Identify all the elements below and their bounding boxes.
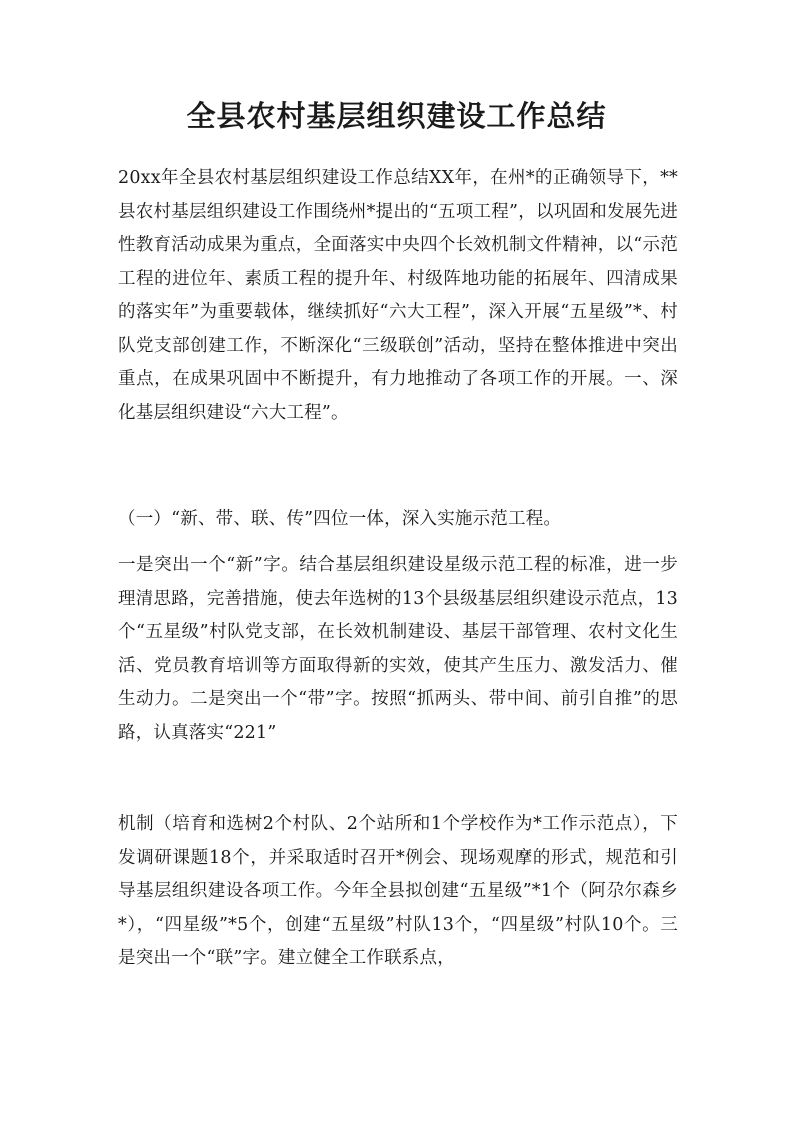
- paragraph-body-2: 机制（培育和选树2个村队、2个站所和1个学校作为*工作示范点），下发调研课题18个，并采取适时召开*例会、现场观摩的形式，规范和引导基层组织建设各项工作。今年全县拟创建“五星级”*1个（阿尕尔森乡*），“四星级”*5个，创建“五星级”村队13个，“四星级”村队10个。三是突出一个“联”字。建立健全工作联系点，: [118, 814, 678, 968]
- paragraph-section-heading: （一）“新、带、联、传”四位一体，深入实施示范工程。: [118, 509, 562, 529]
- paragraph-body-1: 一是突出一个“新”字。结合基层组织建设星级示范工程的标准，进一步理清思路，完善措施，使去年选树的13个县级基层组织建设示范点，13个“五星级”村队党支部，在长效机制建设、基层干部管理、农村文化生活、党员教育培训等方面取得新的实效，使其产生压力、激发活力、催生动力。二是突出一个“带”字。按照“抓两头、带中间、前引自推”的思路，认真落实“221”: [118, 555, 678, 743]
- document-title: 全县农村基层组织建设工作总结: [186, 99, 607, 133]
- paragraph-intro: 20xx年全县农村基层组织建设工作总结XX年，在州*的正确领导下，**县农村基层组织建设工作围绕州*提出的“五项工程”，以巩固和发展先进性教育活动成果为重点，全面落实中央四个长效机制文件精神，以“示范工程的进位年、素质工程的提升年、村级阵地功能的拓展年、四清成果的落实年”为重要载体，继续抓好“六大工程”，深入开展“五星级”*、村队党支部创建工作，不断深化“三级联创”活动，坚持在整体推进中突出重点，在成果巩固中不断提升，有力地推动了各项工作的开展。一、深化基层组织建设“六大工程”。: [118, 168, 678, 423]
